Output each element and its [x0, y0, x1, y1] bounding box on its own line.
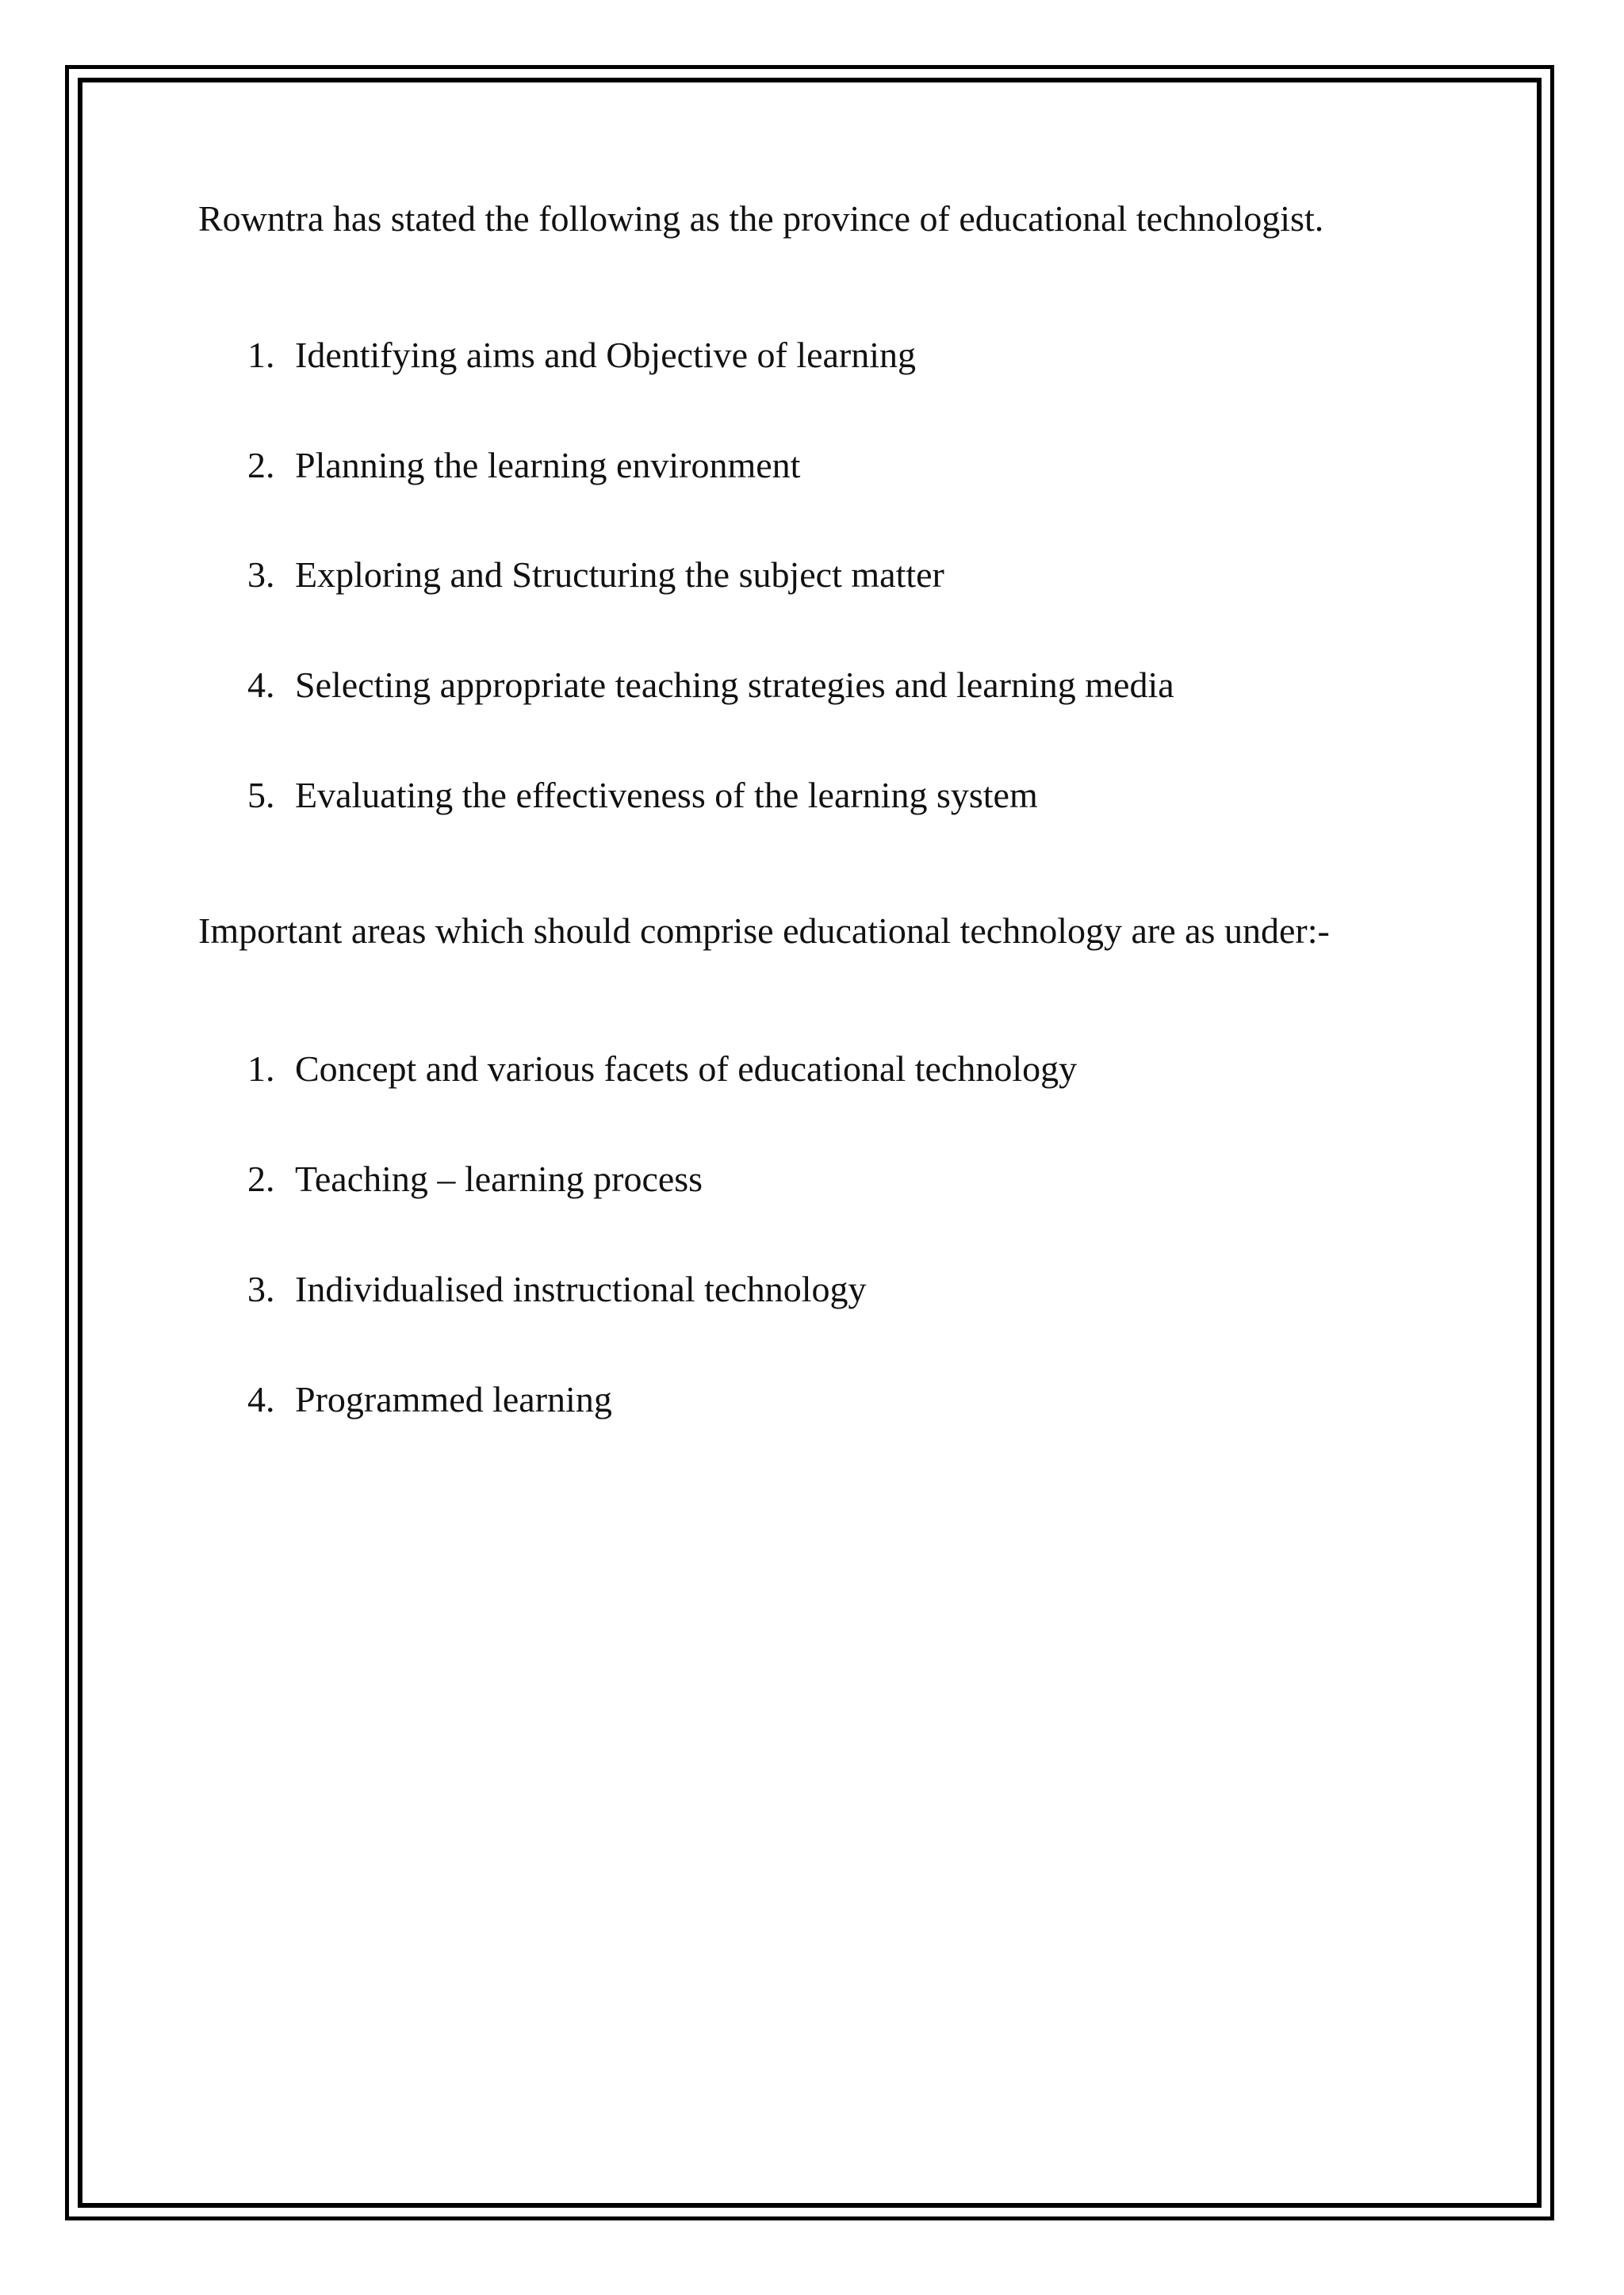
- list-text: Individualised instructional technology: [295, 1269, 867, 1309]
- list-text: Selecting appropriate teaching strategies and learning media: [295, 665, 1174, 705]
- second-paragraph: Important areas which should comprise educational technology are as under:-: [198, 910, 1330, 951]
- list-number: 2.: [247, 1159, 275, 1199]
- list-number: 5.: [247, 775, 275, 815]
- list-text: Evaluating the effectiveness of the learning system: [295, 775, 1038, 815]
- list-number: 2.: [247, 445, 275, 485]
- list-text: Concept and various facets of educational technology: [295, 1048, 1078, 1089]
- list-text: Planning the learning environment: [295, 445, 801, 485]
- list-number: 3.: [247, 1269, 275, 1309]
- list-number: 1.: [247, 335, 275, 375]
- list-number: 3.: [247, 554, 275, 595]
- list-text: Identifying aims and Objective of learning: [295, 335, 917, 375]
- intro-paragraph: Rowntra has stated the following as the province of educational technologist.: [198, 198, 1324, 239]
- list-number: 1.: [247, 1048, 275, 1089]
- list-text: Exploring and Structuring the subject matter: [295, 554, 944, 595]
- list-number: 4.: [247, 665, 275, 705]
- list-number: 4.: [247, 1379, 275, 1420]
- list-text: Teaching – learning process: [295, 1159, 703, 1199]
- list-text: Programmed learning: [295, 1379, 612, 1420]
- page-border-inner: [78, 78, 1542, 2208]
